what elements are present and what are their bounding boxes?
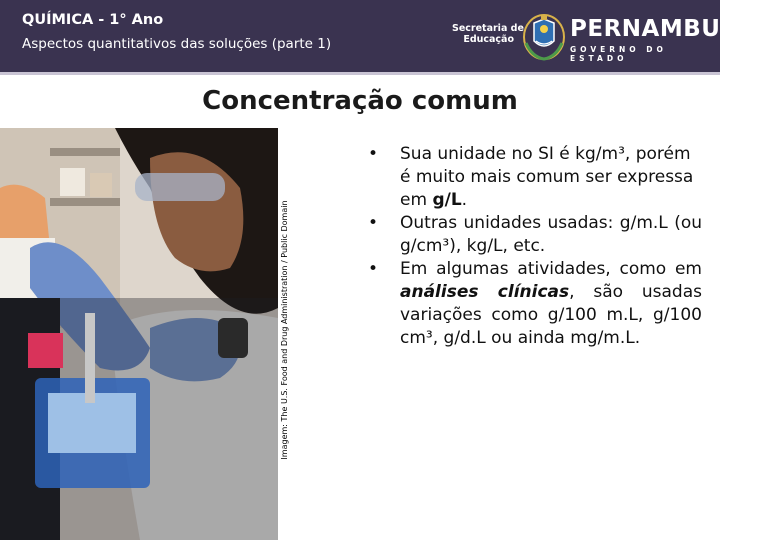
course-subtitle: Aspectos quantitativos das soluções (parte 1) bbox=[22, 36, 332, 52]
bullet-marker: • bbox=[368, 144, 379, 164]
course-title: QUÍMICA - 1° Ano bbox=[22, 12, 164, 28]
bullet-marker: • bbox=[368, 213, 379, 233]
bullet-marker: • bbox=[368, 259, 379, 279]
header-divider bbox=[0, 72, 720, 75]
bullet-item bbox=[368, 258, 702, 350]
state-name: PERNAMBUCO bbox=[570, 16, 758, 42]
bullet-bold-italic-text: análises clínicas bbox=[400, 282, 570, 302]
secretaria-label bbox=[452, 23, 524, 45]
secretaria-line2: Educação bbox=[463, 34, 514, 45]
bullet-item bbox=[368, 212, 702, 258]
bullet-text: Em algumas atividades, como em bbox=[400, 259, 702, 279]
lab-photo bbox=[0, 128, 278, 540]
slide-title: Concentração comum bbox=[202, 86, 518, 116]
bullet-item bbox=[368, 143, 702, 212]
state-tagline: GOVERNO DO ESTADO bbox=[570, 45, 667, 63]
bullet-list bbox=[368, 143, 702, 350]
bullet-text-end: , são usadas variações como g/100 m.L, g/100 cm³, g/d.L ou ainda mg/m.L. bbox=[400, 282, 702, 348]
bullet-bold-text: g/L bbox=[432, 190, 462, 210]
bullet-text: Outras unidades usadas: g/m.L (ou g/cm³), kg/L, etc. bbox=[400, 213, 702, 256]
secretaria-line1: Secretaria de bbox=[452, 23, 524, 34]
bullet-text: Sua unidade no SI é kg/m³, porém é muito mais comum ser expressa em bbox=[400, 144, 694, 210]
bullet-text-end: . bbox=[461, 190, 468, 210]
pernambuco-coat-of-arms-icon bbox=[522, 13, 566, 61]
image-credit: Imagem: The U.S. Food and Drug Administration / Public Domain bbox=[280, 200, 289, 460]
